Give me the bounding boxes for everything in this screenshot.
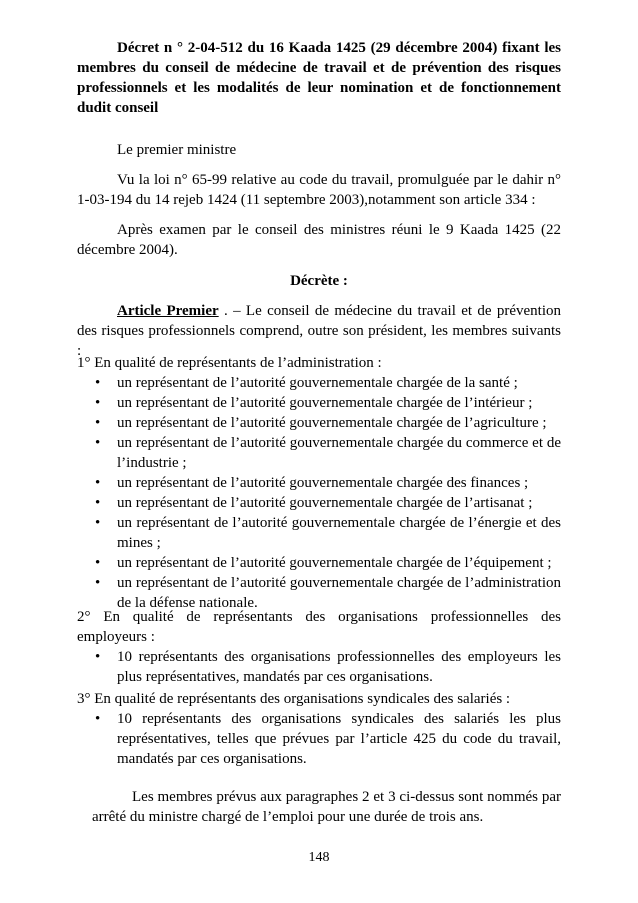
section2-heading: 2° En qualité de représentants des organisations professionnelles des employeurs : [77, 609, 561, 645]
review-paragraph: Après examen par le conseil des ministres réuni le 9 Kaada 1425 (22 décembre 2004). [77, 222, 561, 258]
section3-list [77, 709, 561, 769]
prime-minister-line: Le premier ministre [117, 142, 237, 158]
article-title: Article Premier [117, 303, 219, 319]
decrees-heading: Décrète : [290, 273, 348, 289]
decree-title: Décret n ° 2-04-512 du 16 Kaada 1425 (29 décembre 2004) fixant les membres du conseil de médecine de travail et de prévention des risques professionnels et les modalités de leur nomination et de fonctionnement dudit conseil [77, 40, 561, 116]
list-item: • un représentant de l’autorité gouvernementale chargée de l’administration de la défense nationale. [117, 573, 561, 613]
closing-paragraph: Les membres prévus aux paragraphes 2 et 3 ci-dessus sont nommés par arrêté du ministre chargé de l’emploi pour une durée de trois ans. [92, 789, 561, 825]
section-unions [77, 689, 561, 769]
considering-paragraph: Vu la loi n° 65-99 relative au code du travail, promulguée par le dahir n° 1-03-194 du 14 rejeb 1424 (11 septembre 2003),notamment son article 334 : [77, 172, 561, 208]
section2-list [77, 647, 561, 687]
list-item: • un représentant de l’autorité gouvernementale chargée du commerce et de l’industrie ; [117, 433, 561, 473]
section-administration [77, 353, 561, 613]
page-number: 148 [308, 850, 330, 865]
article-premier-paragraph [77, 301, 561, 361]
article-text: . – Le conseil de médecine du travail et de prévention des risques professionnels comprend, outre son président, les membres suivants : [77, 303, 562, 359]
list-item: • un représentant de l’autorité gouvernementale chargée de l’agriculture ; [117, 413, 561, 433]
section-employers [77, 607, 561, 687]
list-item: • un représentant de l’autorité gouvernementale chargée de l’artisanat ; [117, 493, 561, 513]
list-item: • un représentant de l’autorité gouvernementale chargée de l’énergie et des mines ; [117, 513, 561, 553]
list-item: • 10 représentants des organisations professionnelles des employeurs les plus représentatives, mandatés par ces organisations. [117, 647, 561, 687]
list-item: • 10 représentants des organisations syndicales des salariés les plus représentatives, telles que prévues par l’article 425 du code du travail, mandatés par ces organisations. [117, 709, 561, 769]
section1-list [77, 373, 561, 613]
section1-heading: 1° En qualité de représentants de l’administration : [77, 355, 382, 371]
list-item: • un représentant de l’autorité gouvernementale chargée de l’intérieur ; [117, 393, 561, 413]
section3-heading: 3° En qualité de représentants des organisations syndicales des salariés : [77, 691, 511, 707]
list-item: • un représentant de l’autorité gouvernementale chargée de la santé ; [117, 373, 561, 393]
list-item: • un représentant de l’autorité gouvernementale chargée des finances ; [117, 473, 561, 493]
list-item: • un représentant de l’autorité gouvernementale chargée de l’équipement ; [117, 553, 561, 573]
